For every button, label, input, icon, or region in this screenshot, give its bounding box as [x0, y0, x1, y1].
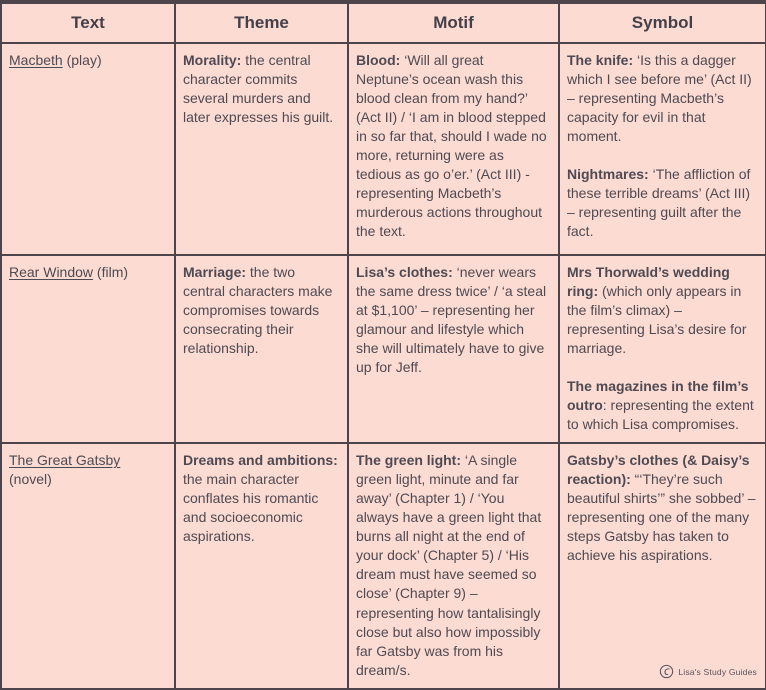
text-cell-great-gatsby [1, 443, 175, 690]
entry-term: Dreams and ambitions: [183, 452, 338, 469]
logo-text: Lisa's Study Guides [678, 666, 757, 677]
theme-cell-great-gatsby [175, 443, 348, 690]
entry-text: (which only appears in the film’s climax) – representing Lisa’s desire for marriage. [567, 283, 747, 357]
entry-text: the main character conflates his romantic and socioeconomic aspirations. [183, 471, 319, 545]
entry-text: the central character commits several murders and later expresses his guilt. [183, 52, 334, 126]
symbol-entry [567, 51, 756, 146]
symbol-cell-great-gatsby [559, 443, 766, 690]
column-header-symbol: Symbol [559, 2, 766, 43]
column-header-motif: Motif [348, 2, 559, 43]
entry-text: : representing the extent to which Lisa compromises. [567, 397, 754, 433]
theme-cell-rear-window [175, 255, 348, 443]
motif-entry [356, 451, 549, 679]
text-cell-rear-window [1, 255, 175, 443]
motif-cell-macbeth [348, 43, 559, 255]
entry-term: Lisa’s clothes: [356, 264, 453, 280]
entry-text: ‘The affliction of these terrible dreams’ (Act III) – representing guilt after the fact. [567, 166, 751, 240]
symbol-entry [567, 377, 756, 434]
entry-term: Nightmares: [567, 166, 649, 183]
macbeth-link[interactable]: Macbeth [9, 52, 63, 68]
symbol-entry [567, 165, 756, 241]
theme-cell-macbeth [175, 43, 348, 255]
entry-term: Blood: [356, 52, 401, 68]
theme-entry [183, 451, 338, 546]
column-header-text: Text [1, 2, 175, 43]
entry-term: Mrs Thorwald’s wedding ring: [567, 264, 730, 300]
symbol-cell-rear-window [559, 255, 766, 443]
text-cell-macbeth [1, 43, 175, 255]
motif-cell-rear-window [348, 255, 559, 443]
entry-term: The knife: [567, 52, 634, 68]
rear-window-link[interactable]: Rear Window [9, 264, 94, 280]
table-row-rear-window [1, 255, 766, 443]
text-type-label: (film) [93, 264, 129, 280]
entry-text: ‘never wears the same dress twice’ / ‘a steal at $1,100’ – representing her glamour and lifestyle which she will ultimately have to give up for Jeff. [356, 264, 547, 376]
entry-term: The green light: [356, 452, 461, 469]
entry-term: Morality: [183, 52, 242, 68]
column-header-theme: Theme [175, 2, 348, 43]
entry-text: ‘Is this a dagger which I see before me’ (Act II) – representing Macbeth’s capacity for evil in that moment. [567, 52, 752, 145]
entry-term: Gatsby’s clothes (& Daisy’s reaction): [567, 452, 750, 488]
text-type-label: (play) [62, 52, 102, 68]
entry-text: ‘A single green light, minute and far away’ (Chapter 1) / ‘You always have a green light that burns all night at the end of your dock’ (Chapter 5) / ‘His dream must have seemed so close’ (Chapter 9) – representing how tantalisingly close but also how impossibly far Gatsby was from his dream/s. [356, 452, 542, 678]
motif-cell-great-gatsby [348, 443, 559, 690]
logo-circle-icon [659, 664, 674, 679]
table-row-great-gatsby [1, 443, 766, 690]
entry-text: “‘They’re such beautiful shirts’” she sobbed’ – representing one of the many steps Gatsby has taken to achieve his aspirations. [567, 471, 756, 564]
entry-term: Marriage: [183, 264, 247, 280]
table-row-macbeth [1, 43, 766, 255]
motif-entry [356, 51, 549, 241]
symbol-cell-macbeth [559, 43, 766, 255]
entry-text: ‘Will all great Neptune’s ocean wash this blood clean from my hand?’ (Act II) / ‘I am in blood stepped in so far that, should I wade no more, returning were as tedious as go o’er.’ (Act III) - representing Macbeth’s murderous actions throughout the text. [356, 52, 547, 240]
entry-text: the two central characters make compromises towards consecrating their relationship. [183, 264, 333, 357]
symbol-entry [567, 263, 756, 358]
entry-term: The magazines in the film’s outro [567, 378, 749, 414]
symbol-entry [567, 451, 756, 565]
motif-entry [356, 263, 549, 377]
header-row [1, 2, 766, 43]
text-type-label: (novel) [9, 471, 52, 488]
great-gatsby-link[interactable]: The Great Gatsby [9, 452, 121, 469]
theme-entry [183, 51, 338, 127]
lisas-study-guides-logo [659, 664, 757, 679]
theme-entry [183, 263, 338, 358]
